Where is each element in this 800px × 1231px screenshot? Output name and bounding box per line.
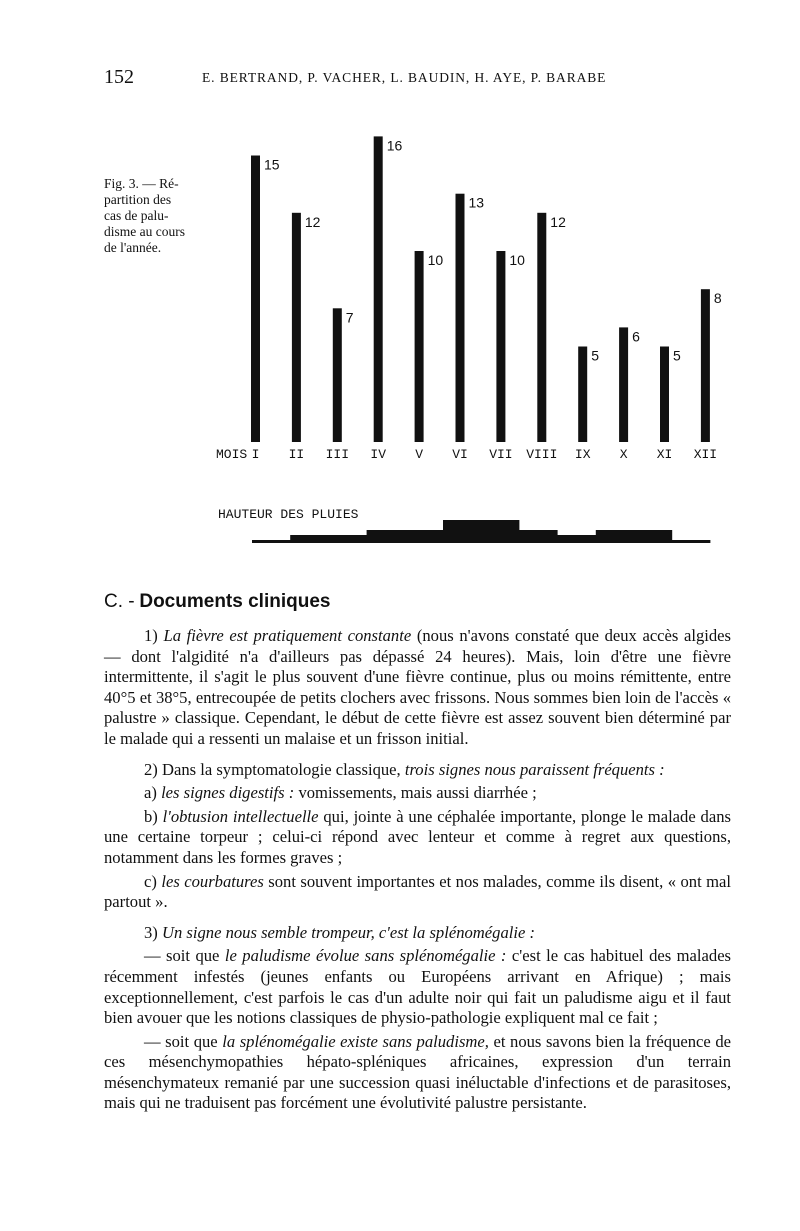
bar-value-label: 5 <box>591 347 599 364</box>
bar-value-label: 15 <box>264 156 280 173</box>
item-number: b) <box>144 806 158 826</box>
paragraph-text: et nous savons bien la fréquence de ces mésenchymopathies hépato-spléniques africaines, expression d'un terrain mésenchymateux remanié par une succession quasi inéluctable d'infections et de parasitoses, mais qui ne traduisent pas forcément une évolutivité palustre persistante. <box>104 1031 732 1113</box>
paragraph-fever <box>104 626 731 750</box>
section-title: Documents cliniques <box>139 591 331 612</box>
month-labels-group <box>252 447 718 462</box>
list-item-b <box>104 807 731 869</box>
month-tick-label: XII <box>693 447 718 462</box>
emphasis: La fièvre est pratiquement constante <box>163 626 412 645</box>
bar-value-label: 10 <box>427 252 444 268</box>
rainfall-step-profile <box>252 520 710 543</box>
bar-X <box>619 327 628 442</box>
item-number: c) <box>144 871 157 891</box>
bar-V <box>415 251 424 442</box>
bar-value-label: 8 <box>713 290 722 307</box>
bar-IX <box>578 347 587 443</box>
bar-value-label: 7 <box>345 309 354 326</box>
month-tick-label: III <box>325 447 350 462</box>
month-tick-label: VII <box>489 447 513 462</box>
caption-line: partition des <box>104 192 172 207</box>
bar-VII <box>496 251 505 442</box>
list-item-c <box>104 872 731 913</box>
bar-value-label: 13 <box>468 194 485 211</box>
malaria-monthly-bar-chart <box>0 0 800 560</box>
month-tick-label: IX <box>574 447 591 462</box>
dash-item-2 <box>104 1032 731 1114</box>
page-number: 152 <box>104 66 134 88</box>
emphasis: trois signes nous paraissent fréquents : <box>404 759 665 779</box>
emphasis: l'obtusion intellectuelle <box>162 806 319 826</box>
paragraph-text: qui, jointe à une céphalée importante, plonge le malade dans une certaine torpeur ; celui-ci répond avec lenteur et comme à regret aux questions, notamment dans les formes graves ; <box>104 806 731 867</box>
caption-line: cas de palu- <box>104 208 169 223</box>
list-item-a <box>104 783 731 804</box>
emphasis: le paludisme évolue sans splénomégalie : <box>224 946 507 966</box>
paragraph-text: vomissements, mais aussi diarrhée ; <box>298 783 537 803</box>
section-prefix: C. - <box>104 591 135 612</box>
bars-group <box>251 136 722 442</box>
bar-VIII <box>537 213 546 442</box>
month-tick-label: II <box>288 447 305 462</box>
bar-XII <box>701 289 710 442</box>
month-tick-label: X <box>619 447 628 462</box>
caption-line: de l'année. <box>104 240 162 255</box>
emphasis: la splénomégalie existe sans paludisme, <box>222 1031 489 1051</box>
rainfall-title: HAUTEUR DES PLUIES <box>218 507 359 522</box>
bar-III <box>333 308 342 442</box>
bar-value-label: 5 <box>673 347 681 364</box>
bar-value-label: 6 <box>632 328 640 345</box>
bar-value-label: 16 <box>386 137 403 154</box>
running-head-authors: E. BERTRAND, P. VACHER, L. BAUDIN, H. AYE, P. BARABE <box>202 70 607 85</box>
paragraph-text: — soit que <box>144 1031 218 1051</box>
dash-item-1 <box>104 946 731 1028</box>
bar-value-label: 12 <box>304 213 321 230</box>
x-axis-prefix-label: MOIS <box>216 447 248 462</box>
item-number: 1) <box>144 626 158 645</box>
item-number: a) <box>144 783 157 803</box>
month-tick-label: IV <box>370 447 387 462</box>
emphasis: les courbatures <box>161 871 264 891</box>
month-tick-label: XI <box>656 447 673 462</box>
bar-value-label: 12 <box>550 213 566 230</box>
emphasis: les signes digestifs : <box>161 783 295 803</box>
bar-II <box>292 213 301 442</box>
bar-value-label: 10 <box>509 252 525 268</box>
month-tick-label: I <box>251 447 260 462</box>
bar-VI <box>456 194 465 442</box>
article-body <box>104 626 731 1114</box>
month-tick-label: V <box>415 447 424 462</box>
bar-XI <box>660 347 669 443</box>
bar-I <box>251 156 260 443</box>
paragraph-splenomegaly <box>104 923 731 944</box>
bar-IV <box>374 136 383 442</box>
paragraph-text: sont souvent importantes et nos malades, comme ils disent, « ont mal partout ». <box>104 871 731 912</box>
paragraph-text: c'est le cas habituel des malades récemment infestés (jeunes enfants ou Européens arrivant en Afrique) ; mais exceptionnellement, c'est parfois le cas d'un adulte noir qui fait un paludisme aigu et il faut bien avouer que les notions classiques de physio-pathologie expliquent mal ce fait ; <box>104 946 732 1028</box>
caption-line: Fig. 3. — Ré- <box>104 176 179 191</box>
caption-line: disme au cours <box>104 224 185 239</box>
emphasis: Un signe nous semble trompeur, c'est la splénomégalie : <box>161 922 535 942</box>
paragraph-text: (nous n'avons constaté que deux accès algides — dont l'algidité n'a d'ailleurs pas dépassé 24 heures). Mais, loin d'être une fièvre intermittente, il s'agit le plus souvent d'une fièvre continue, plus ou moins rémittente, entre 40°5 et 38°5, entrecoupée de petits clochers avec frissons. Nous sommes bien loin de l'accès « palustre » classique. Cependant, le début de cette fièvre est assez souvent bien déterminé par le malade qui a ressenti un malaise et un frisson initial. <box>104 626 732 748</box>
paragraph-text: — soit que <box>144 946 220 966</box>
month-tick-label: VI <box>452 447 468 462</box>
month-tick-label: VIII <box>526 447 558 462</box>
paragraph-signs <box>104 760 731 781</box>
paragraph-text: 2) Dans la symptomatologie classique, <box>144 759 401 779</box>
item-number: 3) <box>144 922 158 942</box>
section-heading <box>104 591 330 613</box>
